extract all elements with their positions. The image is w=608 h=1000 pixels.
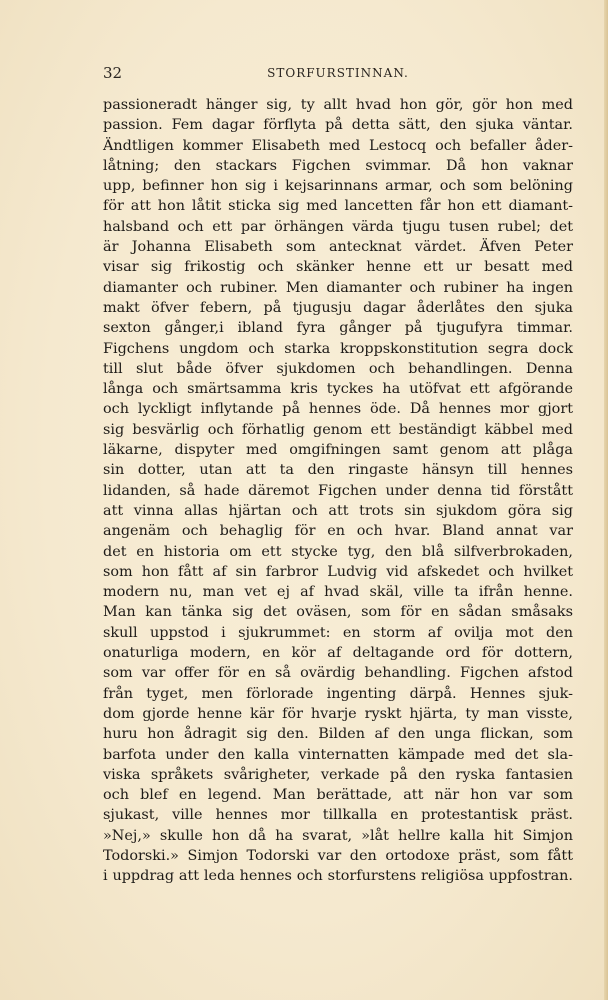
text-line: och blef en legend. Man berättade, att när hon var som xyxy=(103,787,573,804)
text-line: sjukast, ville hennes mor tillkalla en protestantisk präst. xyxy=(103,807,573,824)
page-number: 32 xyxy=(103,64,123,82)
text-line: modern nu, man vet ej af hvad skäl, ville ta ifrån henne. xyxy=(103,584,573,601)
text-line: till slut både öfver sjukdomen och behandlingen. Denna xyxy=(103,360,573,377)
text-line: halsband och ett par örhängen värda tjugu tusen rubel; det xyxy=(103,218,573,235)
text-line: huru hon ådragit sig den. Bilden af den unga flickan, som xyxy=(103,726,573,743)
text-line: det en historia om ett stycke tyg, den blå silfverbrokaden, xyxy=(103,543,573,560)
text-line: är Johanna Elisabeth som antecknat värdet. Äfven Peter xyxy=(103,239,573,256)
text-line: skull uppstod i sjukrummet: en storm af ovilja mot den xyxy=(103,624,573,641)
page-header xyxy=(103,64,573,86)
text-line: dom gjorde henne kär för hvarje ryskt hjärta, ty man visste, xyxy=(103,705,573,722)
text-line: passion. Fem dagar förflyta på detta sätt, den sjuka väntar. xyxy=(103,117,573,134)
text-line: sexton gånger,i ibland fyra gånger på tjugufyra timmar. xyxy=(103,320,573,337)
text-line: från tyget, men förlorade ingenting därpå. Hennes sjuk- xyxy=(103,685,573,702)
page-edge xyxy=(604,0,608,1000)
text-line: för att hon låtit sticka sig med lancetten får hon ett diamant- xyxy=(103,198,573,215)
body-text xyxy=(103,95,573,887)
text-line: och lyckligt inflytande på hennes öde. Då hennes mor gjort xyxy=(103,401,573,418)
text-line: Todorski.» Simjon Todorski var den ortodoxe präst, som fått xyxy=(103,847,573,864)
text-line: långa och smärtsamma kris tyckes ha utöfvat ett afgörande xyxy=(103,381,573,398)
text-line: upp, befinner hon sig i kejsarinnans armar, och som belöning xyxy=(103,178,573,195)
running-title: STORFURSTINNAN. xyxy=(267,66,409,80)
text-line: passioneradt hänger sig, ty allt hvad hon gör, gör hon med xyxy=(103,97,573,113)
text-line: Figchens ungdom och starka kroppskonstitution segra dock xyxy=(103,340,573,357)
text-line: sin dotter, utan att ta den ringaste hänsyn till hennes xyxy=(103,462,573,479)
text-line: angenäm och behaglig för en och hvar. Bland annat var xyxy=(103,523,573,540)
text-line: barfota under den kalla vinternatten kämpade med det sla- xyxy=(103,746,573,763)
text-line: onaturliga modern, en kör af deltagande ord för dottern, xyxy=(103,645,573,662)
text-line: lidanden, så hade däremot Figchen under denna tid förstått xyxy=(103,482,573,499)
text-line: i uppdrag att leda hennes och storfurstens religiösa uppfostran. xyxy=(103,868,573,885)
text-line: som var offer för en så ovärdig behandling. Figchen afstod xyxy=(103,665,573,682)
text-line: låtning; den stackars Figchen svimmar. Då hon vaknar xyxy=(103,157,573,174)
text-line: visar sig frikostig och skänker henne ett ur besatt med xyxy=(103,259,573,276)
text-line: läkarne, dispyter med omgifningen samt genom att plåga xyxy=(103,442,573,459)
text-line: diamanter och rubiner. Men diamanter och rubiner ha ingen xyxy=(103,279,573,296)
text-line: makt öfver febern, på tjugusju dagar åderlåtes den sjuka xyxy=(103,299,573,316)
text-line: sig besvärlig och förhatlig genom ett beständigt käbbel med xyxy=(103,421,573,438)
text-line: viska språkets svårigheter, verkade på den ryska fantasien xyxy=(103,766,573,783)
text-line: »Nej,» skulle hon då ha svarat, »låt hellre kalla hit Simjon xyxy=(103,827,573,844)
text-line: Ändtligen kommer Elisabeth med Lestocq och befaller åder- xyxy=(103,137,573,154)
text-line: Man kan tänka sig det oväsen, som för en sådan småsaks xyxy=(103,604,573,621)
text-line: att vinna allas hjärtan och att trots sin sjukdom göra sig xyxy=(103,502,573,519)
text-line: som hon fått af sin farbror Ludvig vid afskedet och hvilket xyxy=(103,563,573,580)
